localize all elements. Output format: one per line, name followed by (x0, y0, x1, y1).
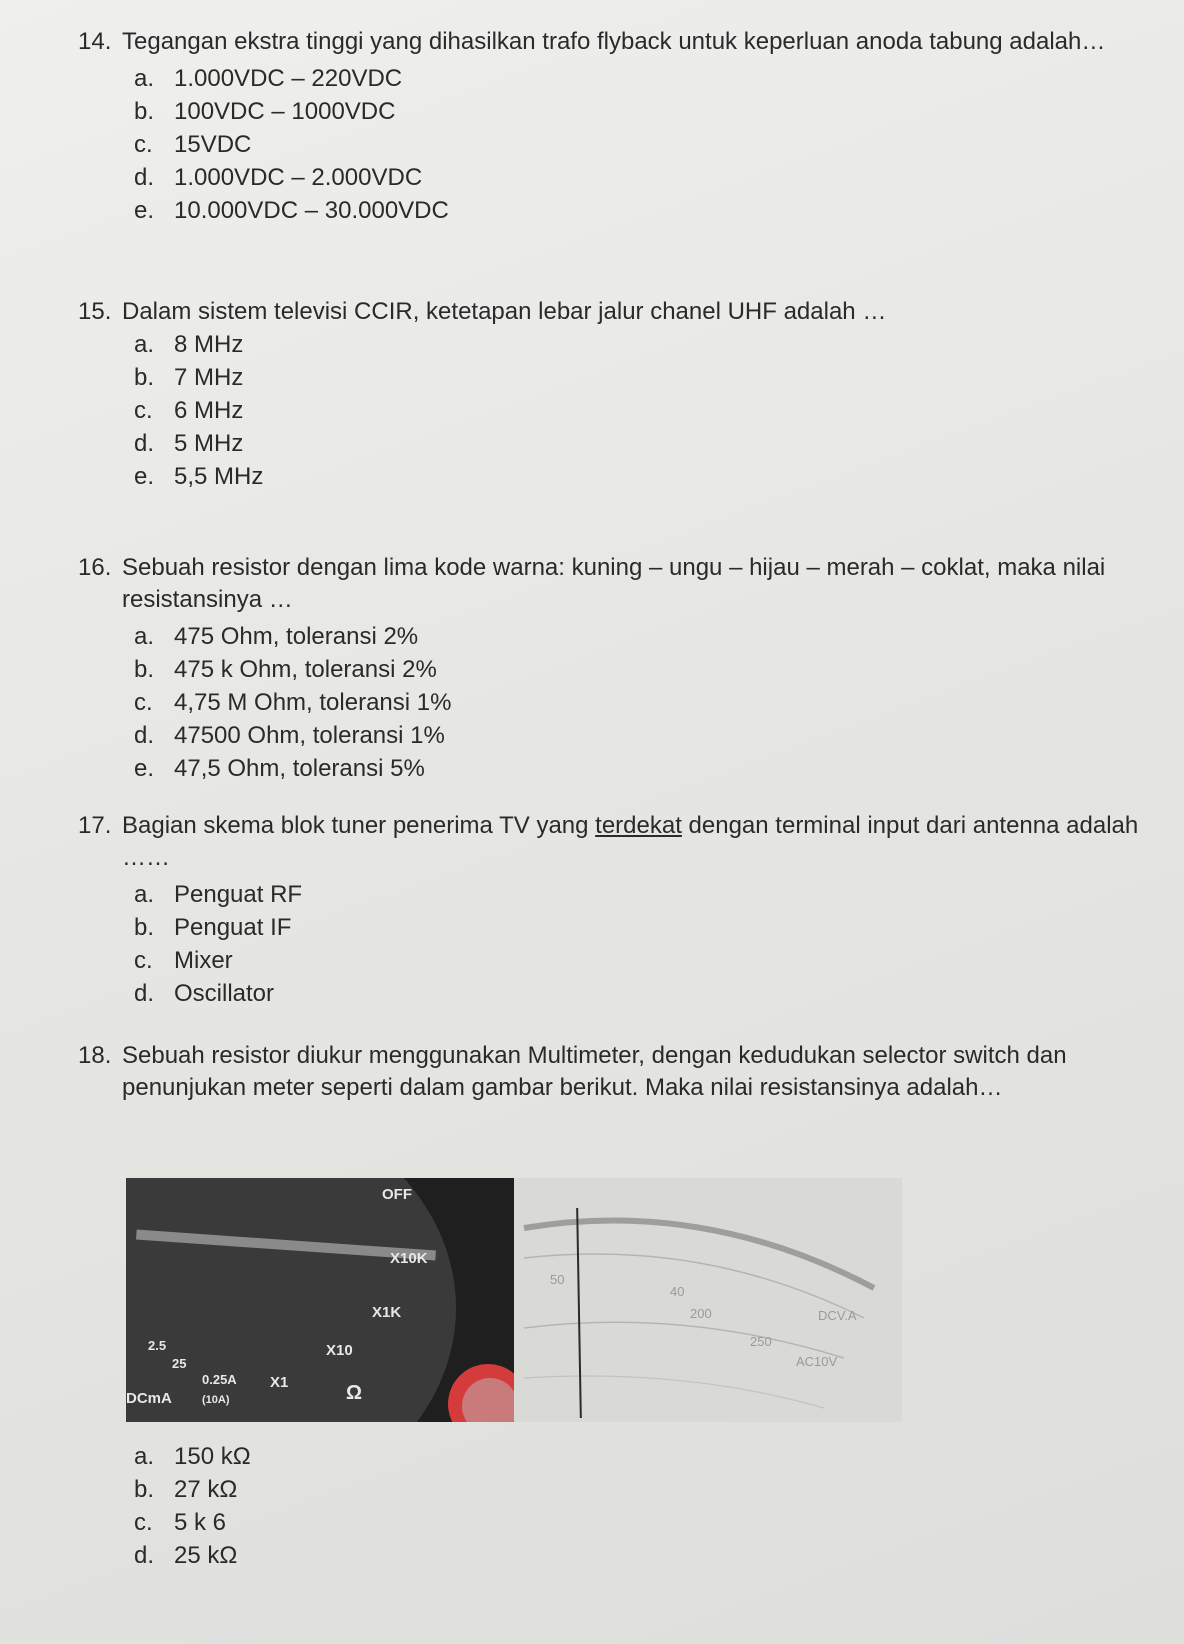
question-stem: Dalam sistem televisi CCIR, ketetapan lebar jalur chanel UHF adalah … (122, 298, 887, 325)
option-letter: b. (134, 656, 155, 683)
question-18 (78, 1040, 1158, 1104)
option-letter: b. (134, 914, 155, 941)
scale-arcs (514, 1178, 902, 1422)
scale-label-acv: AC10V (796, 1354, 838, 1369)
question-15 (78, 296, 1158, 493)
scale-label-250: 250 (750, 1334, 772, 1349)
option-b (134, 911, 1158, 944)
question-14 (78, 26, 1158, 227)
option-letter: c. (134, 131, 153, 158)
meter-scale (514, 1178, 902, 1422)
option-text: 5,5 MHz (174, 463, 264, 490)
option-text: 15VDC (174, 131, 252, 158)
option-text: 5 MHz (174, 430, 244, 457)
option-text: Penguat RF (174, 881, 303, 908)
option-text: 4,75 M Ohm, toleransi 1% (174, 689, 452, 716)
option-letter: a. (134, 1443, 155, 1470)
option-text: 5 k 6 (174, 1509, 227, 1536)
option-text: Penguat IF (174, 914, 292, 941)
dial-knob (126, 1178, 456, 1422)
option-a (134, 328, 1158, 361)
option-d (134, 719, 1158, 752)
option-c (134, 686, 1158, 719)
option-letter: d. (134, 430, 155, 457)
dial-label-2-5: 2.5 (148, 1338, 167, 1353)
option-letter: c. (134, 689, 153, 716)
option-d (134, 427, 1158, 460)
option-e (134, 460, 1158, 493)
dial-label-x1: X1 (270, 1374, 289, 1391)
question-number: 16. (78, 554, 112, 581)
option-a (134, 1440, 1158, 1473)
dial-label-x1k: X1K (372, 1304, 402, 1321)
option-c (134, 128, 1158, 161)
option-text: 10.000VDC – 30.000VDC (174, 197, 449, 224)
question-number: 17. (78, 812, 112, 839)
option-text: 25 kΩ (174, 1542, 238, 1569)
scale-label-200: 200 (690, 1306, 712, 1321)
dial-label-ohm: Ω (346, 1382, 363, 1404)
dial-label-0-25a: 0.25A (202, 1372, 237, 1387)
dial-label-dcma: DCmA (126, 1390, 172, 1407)
selector-switch-dial (126, 1178, 514, 1422)
stem-underlined: terdekat (595, 812, 682, 839)
question-number: 15. (78, 298, 112, 325)
dial-label-x10: X10 (326, 1342, 353, 1359)
question-18-options (78, 1440, 1158, 1572)
option-letter: a. (134, 623, 155, 650)
option-d (134, 977, 1158, 1010)
option-letter: d. (134, 1542, 155, 1569)
option-text: 150 kΩ (174, 1443, 251, 1470)
option-text: 1.000VDC – 220VDC (174, 65, 403, 92)
option-text: 475 Ohm, toleransi 2% (174, 623, 419, 650)
multimeter-figure (126, 1178, 902, 1422)
option-a (134, 620, 1158, 653)
option-a (134, 62, 1158, 95)
dial-label-off: OFF (382, 1186, 412, 1203)
option-b (134, 361, 1158, 394)
scale-label-50: 50 (550, 1272, 565, 1287)
option-d (134, 161, 1158, 194)
question-stem: Tegangan ekstra tinggi yang dihasilkan trafo flyback untuk keperluan anoda tabung adalah… (122, 28, 1106, 55)
option-letter: a. (134, 331, 155, 358)
option-e (134, 752, 1158, 785)
option-text: 27 kΩ (174, 1476, 238, 1503)
option-text: Mixer (174, 947, 233, 974)
option-letter: e. (134, 463, 155, 490)
question-stem: Sebuah resistor diukur menggunakan Multimeter, dengan kedudukan selector switch dan penunjukan meter seperti dalam gambar berikut. Maka nilai resistansinya adalah… (122, 1042, 1067, 1101)
option-letter: b. (134, 364, 155, 391)
question-stem: Sebuah resistor dengan lima kode warna: kuning – ungu – hijau – merah – coklat, maka nilai resistansinya … (122, 554, 1106, 613)
option-e (134, 194, 1158, 227)
option-letter: b. (134, 98, 155, 125)
option-letter: c. (134, 947, 153, 974)
question-stem (122, 810, 1158, 874)
option-letter: e. (134, 755, 155, 782)
question-17 (78, 810, 1158, 1010)
option-text: Oscillator (174, 980, 275, 1007)
option-letter: e. (134, 197, 155, 224)
option-a (134, 878, 1158, 911)
option-c (134, 394, 1158, 427)
option-letter: a. (134, 65, 155, 92)
option-c (134, 1506, 1158, 1539)
option-letter: d. (134, 980, 155, 1007)
option-text: 1.000VDC – 2.000VDC (174, 164, 423, 191)
option-letter: d. (134, 722, 155, 749)
option-text: 475 k Ohm, toleransi 2% (174, 656, 437, 683)
option-b (134, 95, 1158, 128)
option-text: 47500 Ohm, toleransi 1% (174, 722, 445, 749)
stem-part: Bagian skema blok tuner penerima TV yang (122, 812, 596, 839)
question-number: 14. (78, 28, 112, 55)
option-letter: b. (134, 1476, 155, 1503)
option-b (134, 653, 1158, 686)
option-letter: a. (134, 881, 155, 908)
option-letter: c. (134, 397, 153, 424)
question-number: 18. (78, 1042, 112, 1069)
option-d (134, 1539, 1158, 1572)
scale-label-40: 40 (670, 1284, 685, 1299)
option-text: 7 MHz (174, 364, 244, 391)
option-letter: c. (134, 1509, 153, 1536)
option-text: 100VDC – 1000VDC (174, 98, 396, 125)
option-b (134, 1473, 1158, 1506)
question-16 (78, 552, 1158, 785)
stem-part: dengan terminal input dari antenna adalah …… (122, 812, 1139, 871)
option-letter: d. (134, 164, 155, 191)
option-text: 6 MHz (174, 397, 244, 424)
dial-label-25: 25 (172, 1356, 187, 1371)
scale-label-dcva: DCV.A (818, 1308, 857, 1323)
option-text: 47,5 Ohm, toleransi 5% (174, 755, 425, 782)
dial-label-10a: (10A) (202, 1394, 230, 1406)
option-c (134, 944, 1158, 977)
option-text: 8 MHz (174, 331, 244, 358)
dial-label-x10k: X10K (390, 1250, 428, 1267)
